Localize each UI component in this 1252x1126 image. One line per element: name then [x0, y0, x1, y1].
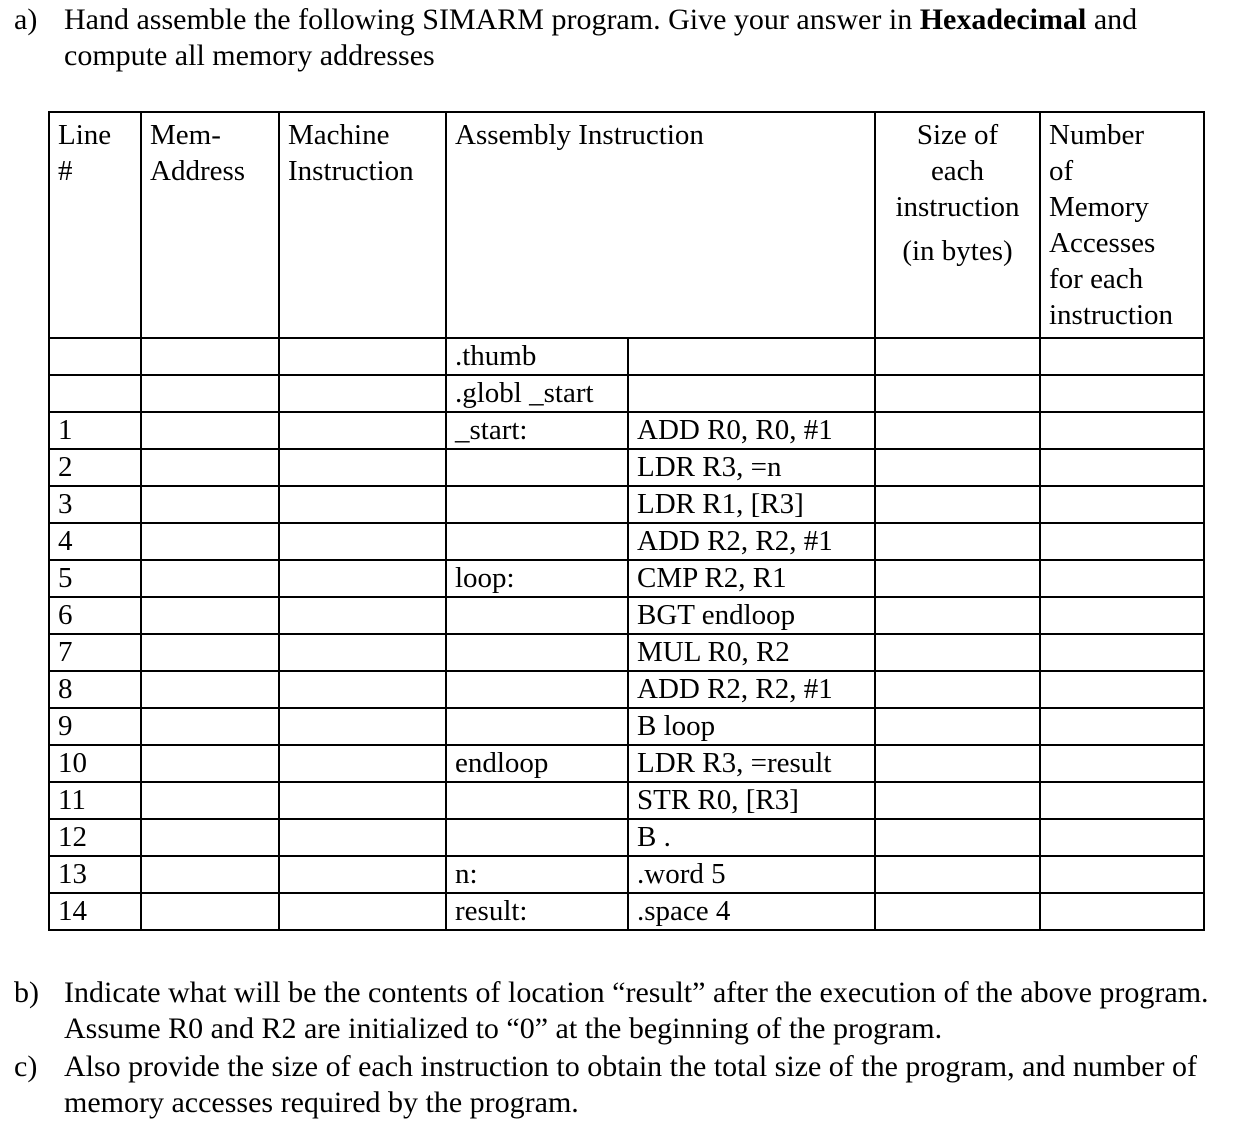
mem-address-cell: [141, 856, 279, 893]
line-number-cell: 4: [49, 523, 141, 560]
header-accesses-text-5: for each: [1049, 263, 1144, 295]
table-row: [49, 523, 1204, 560]
line-number-cell: 3: [49, 486, 141, 523]
accesses-cell: [1040, 375, 1204, 412]
line-number-cell: 10: [49, 745, 141, 782]
machine-instruction-cell: [279, 634, 446, 671]
question-c-label: c): [14, 1050, 38, 1083]
table-row: [49, 745, 1204, 782]
header-size-text-3: instruction: [895, 191, 1020, 223]
machine-instruction-cell: [279, 560, 446, 597]
accesses-cell: [1040, 671, 1204, 708]
accesses-cell: [1040, 338, 1204, 375]
instruction-cell: LDR R3, =result: [628, 745, 875, 782]
mem-address-cell: [141, 671, 279, 708]
instruction-cell: .space 4: [628, 893, 875, 930]
machine-instruction-cell: [279, 597, 446, 634]
header-machine-text-2: Instruction: [288, 155, 414, 187]
line-number-cell: 5: [49, 560, 141, 597]
header-line-text-1: Line: [58, 119, 112, 151]
accesses-cell: [1040, 412, 1204, 449]
table-row: [49, 708, 1204, 745]
mem-address-cell: [141, 449, 279, 486]
mem-address-cell: [141, 412, 279, 449]
label-cell: [446, 708, 628, 745]
question-a-text: [64, 2, 1214, 74]
mem-address-cell: [141, 486, 279, 523]
instruction-cell: STR R0, [R3]: [628, 782, 875, 819]
accesses-cell: [1040, 856, 1204, 893]
table-row: [49, 819, 1204, 856]
machine-instruction-cell: [279, 338, 446, 375]
size-cell: [875, 745, 1040, 782]
mem-address-cell: [141, 708, 279, 745]
mem-address-cell: [141, 597, 279, 634]
header-accesses: [1040, 112, 1204, 338]
accesses-cell: [1040, 523, 1204, 560]
question-a-text-after: and compute all memory addresses: [64, 3, 1138, 72]
size-cell: [875, 708, 1040, 745]
machine-instruction-cell: [279, 856, 446, 893]
table-row: [49, 893, 1204, 930]
accesses-cell: [1040, 449, 1204, 486]
accesses-cell: [1040, 893, 1204, 930]
instruction-cell: [628, 375, 875, 412]
header-mem-address: [141, 112, 279, 338]
size-cell: [875, 560, 1040, 597]
assembly-table: [48, 111, 1205, 931]
question-b-label: b): [14, 976, 39, 1009]
machine-instruction-cell: [279, 375, 446, 412]
table-row: [49, 338, 1204, 375]
mem-address-cell: [141, 819, 279, 856]
question-a-text-before: Hand assemble the following SIMARM program. Give your answer in: [64, 3, 920, 36]
question-a-bold: Hexadecimal: [919, 3, 1087, 36]
table-header-row: [49, 112, 1204, 338]
machine-instruction-cell: [279, 671, 446, 708]
label-cell: [446, 486, 628, 523]
label-cell: [446, 782, 628, 819]
instruction-cell: [628, 338, 875, 375]
line-number-cell: 1: [49, 412, 141, 449]
line-number-cell: 14: [49, 893, 141, 930]
header-line-number: [49, 112, 141, 338]
mem-address-cell: [141, 893, 279, 930]
instruction-cell: BGT endloop: [628, 597, 875, 634]
size-cell: [875, 893, 1040, 930]
mem-address-cell: [141, 782, 279, 819]
size-cell: [875, 597, 1040, 634]
accesses-cell: [1040, 597, 1204, 634]
size-cell: [875, 486, 1040, 523]
size-cell: [875, 671, 1040, 708]
size-cell: [875, 523, 1040, 560]
question-c: [14, 1049, 1214, 1121]
instruction-cell: ADD R2, R2, #1: [628, 523, 875, 560]
instruction-cell: CMP R2, R1: [628, 560, 875, 597]
header-assembly-text: Assembly Instruction: [455, 119, 704, 151]
mem-address-cell: [141, 560, 279, 597]
label-cell: endloop: [446, 745, 628, 782]
instruction-cell: B loop: [628, 708, 875, 745]
size-cell: [875, 819, 1040, 856]
table-row: [49, 449, 1204, 486]
size-cell: [875, 338, 1040, 375]
header-accesses-text-4: Accesses: [1049, 227, 1156, 259]
machine-instruction-cell: [279, 708, 446, 745]
instruction-cell: LDR R1, [R3]: [628, 486, 875, 523]
question-b: [14, 975, 1214, 1047]
label-cell: .globl _start: [446, 375, 628, 412]
header-size-text-2: each: [930, 155, 985, 187]
header-line-text-2: #: [58, 155, 73, 187]
line-number-cell: [49, 375, 141, 412]
size-cell: [875, 449, 1040, 486]
table-row: [49, 856, 1204, 893]
label-cell: loop:: [446, 560, 628, 597]
mem-address-cell: [141, 523, 279, 560]
line-number-cell: 9: [49, 708, 141, 745]
line-number-cell: 11: [49, 782, 141, 819]
table-row: [49, 486, 1204, 523]
mem-address-cell: [141, 634, 279, 671]
question-b-text: Indicate what will be the contents of location “result” after the execution of the above program. Assume R0 and R2 are initialized to “0” at the beginning of the program.: [64, 976, 1209, 1045]
header-size-text-4: (in bytes): [902, 235, 1013, 267]
line-number-cell: [49, 338, 141, 375]
line-number-cell: 8: [49, 671, 141, 708]
accesses-cell: [1040, 745, 1204, 782]
table-row: [49, 412, 1204, 449]
header-machine-instruction: [279, 112, 446, 338]
header-accesses-text-1: Number: [1049, 119, 1145, 151]
size-cell: [875, 782, 1040, 819]
table-row: [49, 782, 1204, 819]
line-number-cell: 2: [49, 449, 141, 486]
machine-instruction-cell: [279, 486, 446, 523]
header-assembly-instruction: [446, 112, 875, 338]
machine-instruction-cell: [279, 412, 446, 449]
instruction-cell: ADD R2, R2, #1: [628, 671, 875, 708]
accesses-cell: [1040, 782, 1204, 819]
machine-instruction-cell: [279, 523, 446, 560]
header-accesses-text-2: of: [1049, 155, 1074, 187]
mem-address-cell: [141, 745, 279, 782]
size-cell: [875, 856, 1040, 893]
question-c-text: Also provide the size of each instruction to obtain the total size of the program, and number of memory accesses required by the program.: [64, 1050, 1198, 1119]
accesses-cell: [1040, 708, 1204, 745]
instruction-cell: B .: [628, 819, 875, 856]
line-number-cell: 12: [49, 819, 141, 856]
label-cell: n:: [446, 856, 628, 893]
header-size: [875, 112, 1040, 338]
table-row: [49, 634, 1204, 671]
label-cell: .thumb: [446, 338, 628, 375]
header-mem-text-2: Address: [150, 155, 246, 187]
machine-instruction-cell: [279, 745, 446, 782]
table-row: [49, 671, 1204, 708]
label-cell: [446, 671, 628, 708]
label-cell: [446, 449, 628, 486]
question-a-label: a): [14, 3, 38, 36]
line-number-cell: 7: [49, 634, 141, 671]
header-size-text-1: Size of: [916, 119, 999, 151]
mem-address-cell: [141, 375, 279, 412]
line-number-cell: 6: [49, 597, 141, 634]
instruction-cell: LDR R3, =n: [628, 449, 875, 486]
machine-instruction-cell: [279, 893, 446, 930]
header-accesses-text-6: instruction: [1049, 299, 1174, 331]
table-row: [49, 597, 1204, 634]
mem-address-cell: [141, 338, 279, 375]
header-machine-text-1: Machine: [288, 119, 390, 151]
question-a: [14, 2, 1214, 74]
machine-instruction-cell: [279, 819, 446, 856]
label-cell: _start:: [446, 412, 628, 449]
accesses-cell: [1040, 486, 1204, 523]
label-cell: [446, 523, 628, 560]
size-cell: [875, 375, 1040, 412]
size-cell: [875, 634, 1040, 671]
machine-instruction-cell: [279, 782, 446, 819]
label-cell: [446, 819, 628, 856]
instruction-cell: MUL R0, R2: [628, 634, 875, 671]
label-cell: [446, 597, 628, 634]
machine-instruction-cell: [279, 449, 446, 486]
header-accesses-text-3: Memory: [1049, 191, 1149, 223]
table-row: [49, 560, 1204, 597]
size-cell: [875, 412, 1040, 449]
label-cell: [446, 634, 628, 671]
label-cell: result:: [446, 893, 628, 930]
header-mem-text-1: Mem-: [150, 119, 221, 151]
table-body: [49, 338, 1204, 930]
instruction-cell: ADD R0, R0, #1: [628, 412, 875, 449]
instruction-cell: .word 5: [628, 856, 875, 893]
accesses-cell: [1040, 819, 1204, 856]
accesses-cell: [1040, 560, 1204, 597]
line-number-cell: 13: [49, 856, 141, 893]
accesses-cell: [1040, 634, 1204, 671]
table-row: [49, 375, 1204, 412]
